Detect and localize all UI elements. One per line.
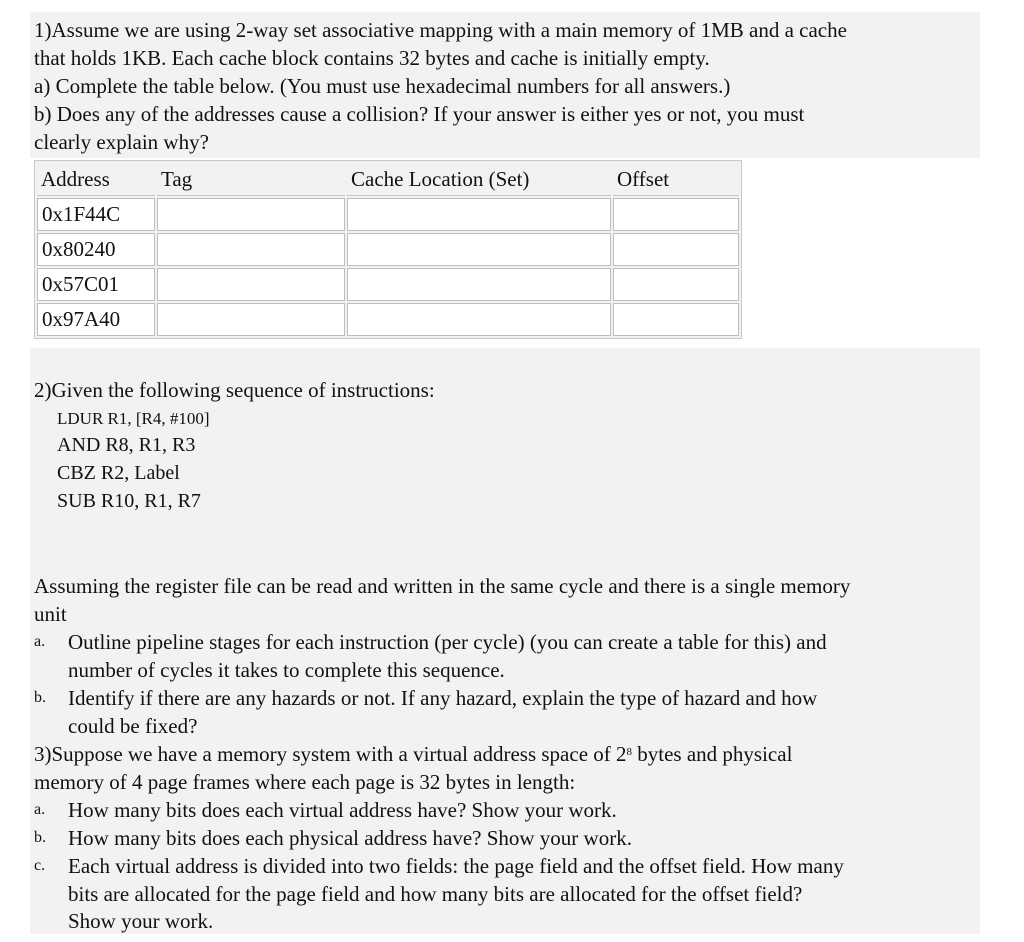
header-tag: Tag bbox=[157, 163, 345, 196]
set-cell[interactable] bbox=[347, 268, 611, 301]
offset-cell[interactable] bbox=[613, 198, 739, 231]
q2-assume-line2: unit bbox=[34, 602, 67, 626]
q2-item-a-line2: number of cycles it takes to complete this sequence. bbox=[68, 658, 505, 682]
set-cell[interactable] bbox=[347, 233, 611, 266]
address-cell: 0x80240 bbox=[37, 233, 155, 266]
table-row bbox=[37, 268, 739, 301]
instruction-1: LDUR R1, [R4, #100] bbox=[57, 409, 210, 428]
q2-assume-line1: Assuming the register file can be read and written in the same cycle and there is a single memory bbox=[34, 574, 851, 598]
q2-item-b-line1: Identify if there are any hazards or not. If any hazard, explain the type of hazard and how bbox=[68, 686, 818, 710]
q3-item-a-line1: How many bits does each virtual address have? Show your work. bbox=[68, 798, 617, 822]
q3-item-c-line3: Show your work. bbox=[68, 909, 214, 933]
q3-line1 bbox=[34, 740, 792, 768]
instruction-3: CBZ R2, Label bbox=[57, 462, 180, 484]
table-header-row bbox=[37, 163, 739, 196]
address-cell: 0x1F44C bbox=[37, 198, 155, 231]
table-row bbox=[37, 303, 739, 336]
q3-item-c-line2: bits are allocated for the page field and how many bits are allocated for the offset field? bbox=[68, 882, 803, 906]
q3-line1-tail: bytes and physical bbox=[632, 742, 793, 766]
tag-cell[interactable] bbox=[157, 198, 345, 231]
q1-line3: a) Complete the table below. (You must use hexadecimal numbers for all answers.) bbox=[34, 74, 731, 98]
q1-line2: that holds 1KB. Each cache block contains 32 bytes and cache is initially empty. bbox=[34, 46, 710, 70]
offset-cell[interactable] bbox=[613, 268, 739, 301]
address-cell: 0x97A40 bbox=[37, 303, 155, 336]
tag-cell[interactable] bbox=[157, 268, 345, 301]
q2-item-b-line2: could be fixed? bbox=[68, 714, 198, 738]
offset-cell[interactable] bbox=[613, 303, 739, 336]
q3-item-a-marker: a. bbox=[34, 801, 46, 818]
q3-item-c-marker: c. bbox=[34, 857, 46, 874]
table-row bbox=[37, 198, 739, 231]
header-offset: Offset bbox=[613, 163, 739, 196]
q1-line1: 1)Assume we are using 2-way set associative mapping with a main memory of 1MB and a cache bbox=[34, 18, 847, 42]
instruction-2: AND R8, R1, R3 bbox=[57, 434, 196, 456]
q2-intro: 2)Given the following sequence of instructions: bbox=[34, 378, 435, 402]
tag-cell[interactable] bbox=[157, 303, 345, 336]
instruction-4: SUB R10, R1, R7 bbox=[57, 490, 201, 512]
q2-item-a-line1: Outline pipeline stages for each instruction (per cycle) (you can create a table for this) and bbox=[68, 630, 827, 654]
header-cache-location: Cache Location (Set) bbox=[347, 163, 611, 196]
q2-item-b-marker: b. bbox=[34, 689, 46, 706]
cache-table bbox=[34, 160, 742, 339]
header-address: Address bbox=[37, 163, 155, 196]
q2-item-a-marker: a. bbox=[34, 633, 46, 650]
q3-line2: memory of 4 page frames where each page is 32 bytes in length: bbox=[34, 770, 576, 794]
table-row bbox=[37, 233, 739, 266]
q3-item-b-line1: How many bits does each physical address have? Show your work. bbox=[68, 826, 632, 850]
q1-line4: b) Does any of the addresses cause a collision? If your answer is either yes or not, you must bbox=[34, 102, 805, 126]
offset-cell[interactable] bbox=[613, 233, 739, 266]
q3-exponent: 8 bbox=[626, 746, 633, 758]
q3-line1-text: 3)Suppose we have a memory system with a virtual address space of 2 bbox=[34, 742, 627, 766]
set-cell[interactable] bbox=[347, 303, 611, 336]
q3-item-b-marker: b. bbox=[34, 829, 46, 846]
address-cell: 0x57C01 bbox=[37, 268, 155, 301]
tag-cell[interactable] bbox=[157, 233, 345, 266]
q1-line5: clearly explain why? bbox=[34, 130, 209, 154]
q3-item-c-line1: Each virtual address is divided into two fields: the page field and the offset field. How many bbox=[68, 854, 844, 878]
set-cell[interactable] bbox=[347, 198, 611, 231]
